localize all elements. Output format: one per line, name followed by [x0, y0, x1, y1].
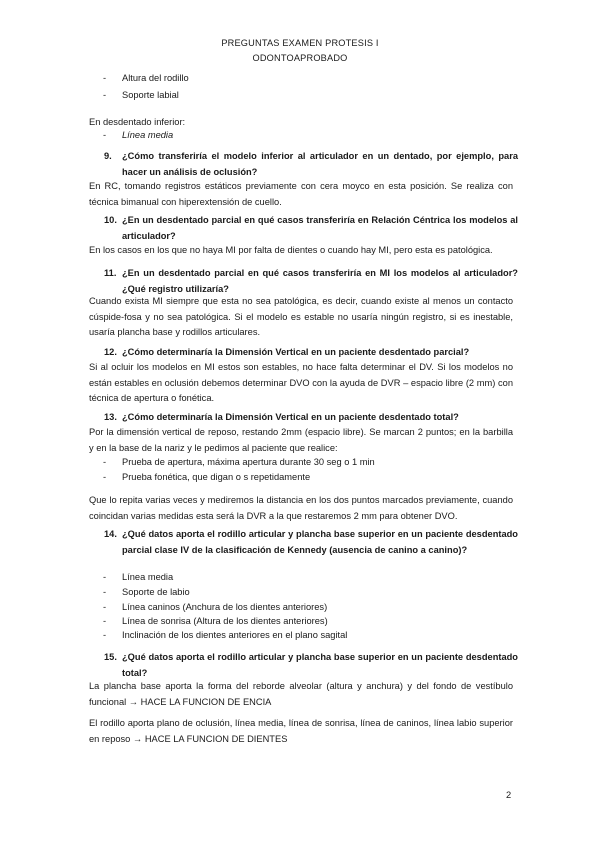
page-number: 2 — [506, 790, 512, 800]
answer-12: Si al ocluir los modelos en MI estos son estables, no hace falta determinar el DV. Si los modelos no están estables en oclusión debemos determinar DVO con la ayuda de DVR – espacio libre (2 mm) con técnica de apertura o fonética. — [89, 362, 513, 403]
answer-15-base: La plancha base aporta la forma del reborde alveolar (altura y anchura) y del fondo de vestíbulo funcional → HACE LA FUNCION DE ENCIA — [89, 681, 513, 707]
answer-13: Por la dimensión vertical de reposo, restando 2mm (espacio libre). Se marcan 2 puntos; en la barbilla y en la base de la nariz y le pedimos al paciente que realice: — [89, 427, 513, 453]
header-subtitle: ODONTOAPROBADO — [252, 53, 348, 63]
document-page: PREGUNTAS EXAMEN PROTESIS I ODONTOAPROBADO - Altura del rodillo - Soporte labial En desdentado inferior: - Línea media 9. ¿Cómo transferiría el modelo inferior al articulador en un dentado, por ejemplo, para hacer un análisis de oclusión? En RC, tomando registros estáticos previamente con cera moyco en esta posición. Se realiza con técnica bimanual con hiperextensión de cuello. 10. ¿En un desdentado parcial en qué casos transferiría en Relación Céntrica los modelos al articulador? En los casos en los que no haya MI por falta de dientes o cuando hay MI, pero esta es patológica. 11. ¿En un desdentado parcial en qué casos transferiría en MI los modelos al articulador? ¿Qué registro utilizaría? Cuando exista MI siempre que esta no sea patológica, es decir, cuando existe al menos un contacto cúspide-fosa y no sea patológica. Si el modelo es estable no usaría ningún registro, si es inestable, usaría plancha base y rodillos articulares. 12. ¿Cómo determinaría la Dimensión Vertical en un paciente desdentado parcial? Si al ocluir los modelos en MI estos son estables, no hace falta determinar el DV. Si los modelos no están estables en oclusión debemos determinar DVO con la ayuda de DVR – espacio libre (2 mm) con técnica de apertura o fonética. 13. ¿Cómo determinaría la Dimensión Vertical en un paciente desdentado total? Por la dimensión vertical de reposo, restando 2mm (espacio libre). Se marcan 2 puntos; en la barbilla y en la base de la nariz y le pedimos al paciente que realice: - Prueba de apertura, máxima apertura durante 30 seg o 1 min - Prueba fonética, que digan o s repetidamente Que lo repita varias veces y mediremos la distancia en los dos puntos marcados previamente, cuando coincidan varias medidas esta será la DVR a la que restaremos 2 mm para obtener DVO. 14. ¿Qué datos aporta el rodillo articular y plancha base superior en un paciente desdentado parcial clase IV de la clasificación de Kennedy (ausencia de canino a canino)? - Línea media - Soporte de labio - Línea caninos (Anchura de los dientes anteriores) - Línea de sonrisa (Altura de los dientes anteriores) - Inclinación de los dientes anteriores en el plano sagital 15. ¿Qué datos aporta el rodillo articular y plancha base superior en un paciente desdentado total? La plancha base aporta la forma del reborde alveolar (altura y anchura) y del fondo de vestíbulo funcional → HACE LA FUNCION DE ENCIA El rodillo aporta plano de oclusión, línea media, línea de sonrisa, línea de caninos, línea labio superior en reposo → HACE LA FUNCION DE DIENTES 2 — [0, 0, 600, 848]
followup-13: Que lo repita varias veces y mediremos la distancia en los dos puntos marcados previamente, cuando coincidan varias medidas esta será la DVR a la que restaremos 2 mm para obtener DVO. — [89, 495, 513, 521]
answer-11: Cuando exista MI siempre que esta no sea patológica, es decir, cuando existe al menos un contacto cúspide-fosa y no sea patológica. Si el modelo es estable no usaría ningún registro, si es inestable, usaría plancha base y rodillos articulares. — [89, 296, 513, 337]
header-title: PREGUNTAS EXAMEN PROTESIS I — [221, 38, 379, 48]
answer-9: En RC, tomando registros estáticos previamente con cera moyco en esta posición. Se realiza con técnica bimanual con hiperextensión de cuello. — [89, 181, 513, 207]
section-label: En desdentado inferior: — [89, 117, 186, 127]
answer-15-rodillo: El rodillo aporta plano de oclusión, línea media, línea de sonrisa, línea de caninos, línea labio superior en reposo → HACE LA FUNCION DE DIENTES — [89, 718, 513, 744]
answer-10: En los casos en los que no haya MI por falta de dientes o cuando hay MI, pero esta es patológica. — [89, 245, 493, 255]
